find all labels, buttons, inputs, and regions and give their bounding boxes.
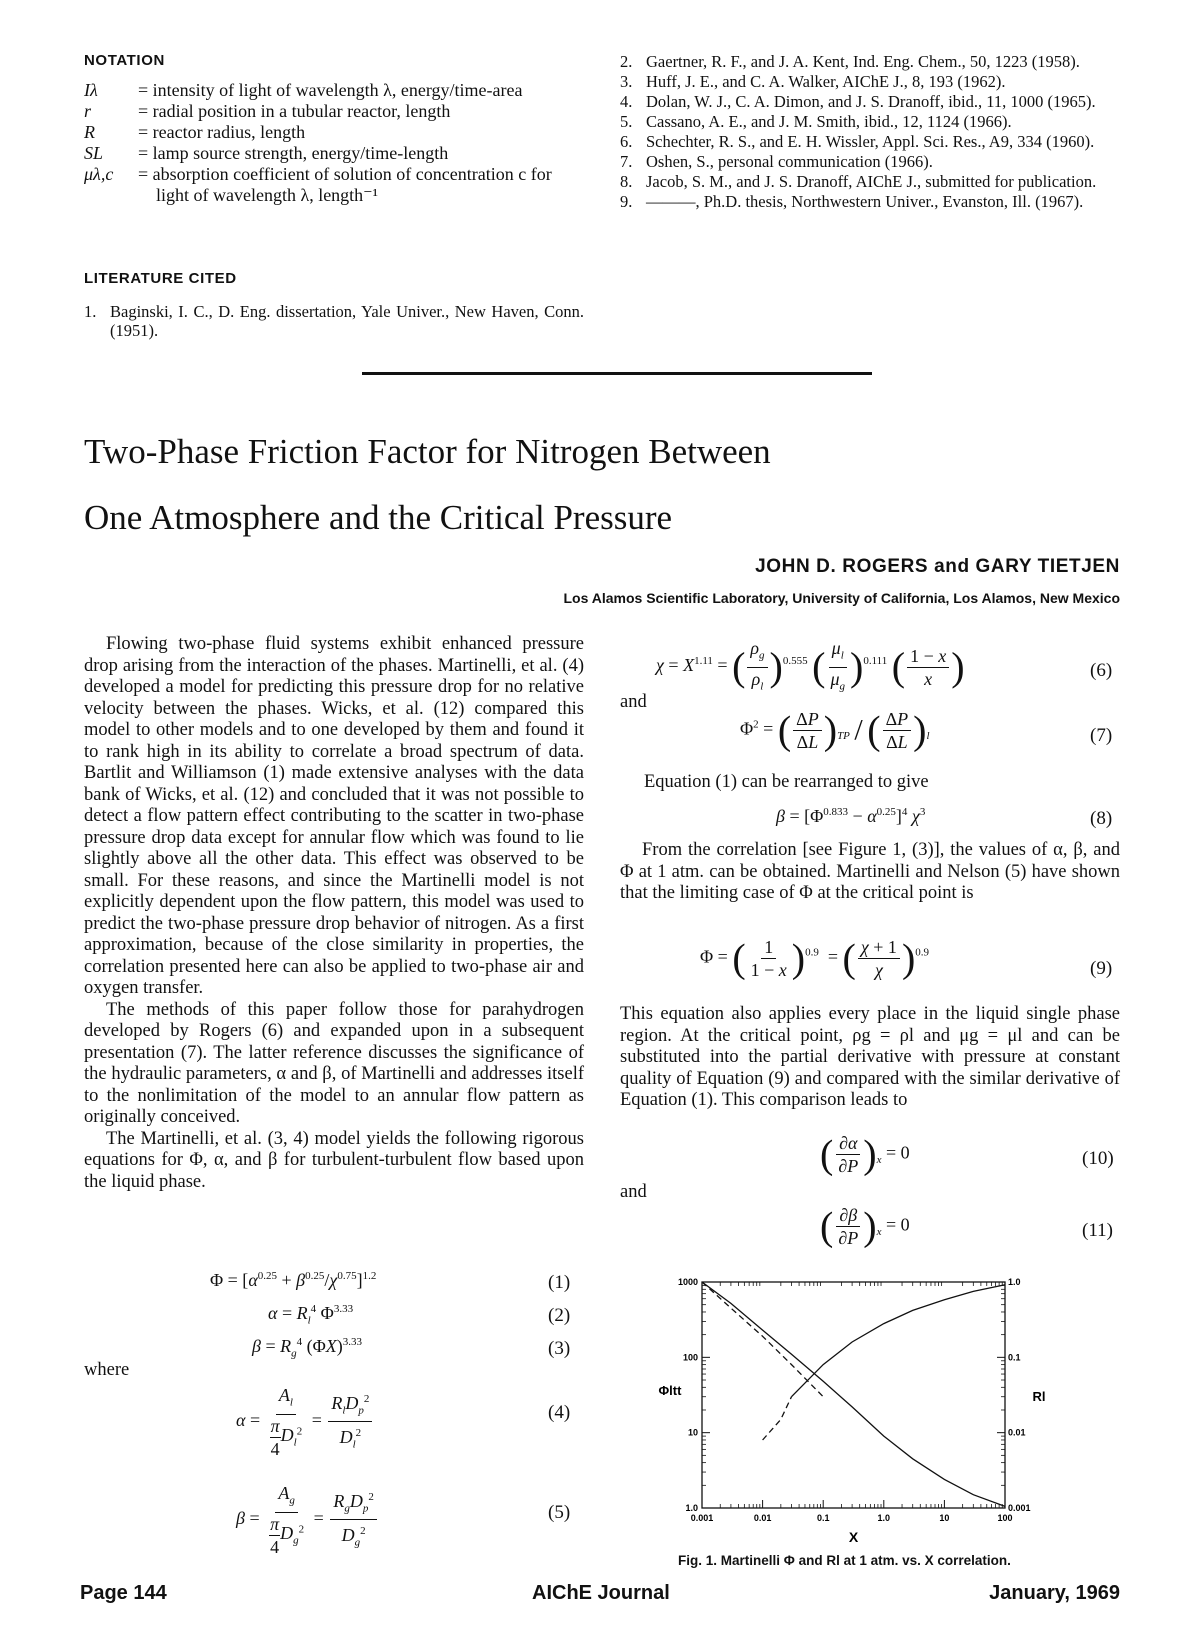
reference-item: 6. Schechter, R. S., and E. H. Wissler, Appl. Sci. Res., A9, 334 (1960). [620, 132, 1095, 151]
and-label: and [620, 1182, 647, 1202]
equation-number: (2) [548, 1305, 571, 1326]
equation-11: ( $\frac{\partial\beta}{\partial P}$ )$_x = 0$ [820, 1203, 910, 1249]
y-left-tick-label: 1000 [677, 1277, 698, 1287]
equation-10: ( $\frac{\partial\alpha}{\partial P}$ )$_x = 0$ [820, 1131, 910, 1177]
plot-frame [702, 1282, 1005, 1508]
x-axis-label: X [848, 1529, 859, 1545]
and-label: and [620, 692, 647, 712]
reference-item: 2. Gaertner, R. F., and J. A. Kent, Ind. Eng. Chem., 50, 1223 (1958). [620, 52, 1080, 71]
issue-date: January, 1969 [989, 1582, 1120, 1604]
equation-7: $\Phi^2$ = ( $\frac{\Delta P}{\Delta L}$ )$_{TP}$ / ( $\frac{\Delta P}{\Delta L}$ )$_l$ [740, 707, 930, 753]
equation-4: α = $A_l$ $\frac{\pi}{4}$ $D_l^2$ = $\frac{R_lD_p^2}{D_l^2}$ [236, 1384, 374, 1460]
series-line-2 [702, 1282, 823, 1397]
x-tick-label: 1.0 [877, 1513, 891, 1523]
notation-item: R = reactor radius, length [84, 122, 306, 142]
reference-item: 5. Cassano, A. E., and J. M. Smith, ibid., 12, 1124 (1966). [620, 112, 1012, 131]
equation-number: (4) [548, 1402, 571, 1423]
y-right-tick-label: 0.1 [1008, 1352, 1021, 1363]
y-right-tick-label: 0.01 [1008, 1427, 1026, 1438]
article-title-line2: One Atmosphere and the Critical Pressure [84, 498, 673, 537]
paragraph: Flowing two-phase fluid systems exhibit enhanced pressure drop arising from the interaction of the phases. Martinelli, et al. (4) developed a model for predicting this pressure drop for no relative velocity between the phases. Wicks, et al. (12) compared this model to other models and to one developed by them and found it to rank high in its ability to correlate a broad spectrum of data. Bartlit and Williamson (1) made extensive analyses with the data bank of Wicks, et al. (12) and concluded that it was not possible to detect a flow pattern effect contributing to the scatter in two-phase pressure drop data except for annular flow which was found to lie slightly above all the other data. This effect was observed to be small. For these reasons, and since the Martinelli model is not explicitly dependent upon the flow pattern, this model was used to predict the two-phase pressure drop behavior of nitrogen. As a first approximation, because of the close similarity in properties, the correlation presented here can also be applied to two-phase air and oxygen transfer. [84, 634, 584, 998]
notation-item: Iλ = intensity of light of wavelength λ, energy/time-area [84, 80, 523, 100]
reference-item: 4. Dolan, W. J., C. A. Dimon, and J. S. Dranoff, ibid., 11, 1000 (1965). [620, 92, 1096, 111]
section-divider [362, 372, 872, 375]
where-label: where [84, 1360, 130, 1380]
equation-number: (1) [548, 1272, 571, 1293]
equation-3: $\beta = R_g^4$ $(\Phi X)^{3.33}$ [252, 1336, 363, 1360]
reference-item: 7. Oshen, S., personal communication (1966). [620, 152, 933, 171]
x-tick-label: 0.1 [816, 1513, 830, 1523]
equation-1: $\Phi = [\alpha^{0.25} + \beta^{0.25}/\chi^{0.75}]^{1.2}$ [210, 1270, 377, 1290]
reference-item: 8. Jacob, S. M., and J. S. Dranoff, AIChE J., submitted for publication. [620, 172, 1097, 191]
series-line-1 [792, 1285, 1006, 1397]
paragraph: The Martinelli, et al. (3, 4) model yields the following rigorous equations for Φ, α, and β for turbulent-turbulent flow based upon the liquid phase. [84, 1128, 584, 1192]
article-title-line1: Two-Phase Friction Factor for Nitrogen Between [84, 432, 771, 471]
y-left-tick-label: 100 [682, 1352, 698, 1363]
page-number: Page 144 [80, 1582, 167, 1604]
paragraph: This equation also applies every place in the liquid single phase region. At the critical point, ρg = ρl and μg = μl and can be substituted into the partial derivative with pressure at constant quality of Equation (9) and compared with the similar derivative of Equation (1). This comparison leads to [620, 1004, 1120, 1110]
x-tick-label: 10 [939, 1513, 950, 1523]
y-right-tick-label: 1.0 [1008, 1277, 1021, 1287]
series-line-3 [763, 1397, 792, 1440]
left-column-text [84, 634, 584, 1193]
journal-name: AIChE Journal [532, 1582, 670, 1604]
y-left-tick-label: 1.0 [685, 1503, 698, 1513]
literature-heading: LITERATURE CITED [84, 270, 237, 287]
y-right-axis-label: Rl [1032, 1389, 1046, 1404]
equation-9: Φ = ( $\frac{1}{1 - x}$ )$^{0.9}$ = ( $\frac{\chi + 1}{\chi}$ )$^{0.9}$ [700, 935, 930, 981]
equation-number: (11) [1082, 1220, 1113, 1241]
equation-number: (8) [1090, 808, 1113, 829]
reference-item: 3. Huff, J. E., and C. A. Walker, AIChE J., 8, 193 (1962). [620, 72, 1006, 91]
y-right-tick-label: 0.001 [1008, 1503, 1031, 1513]
equation-number: (10) [1082, 1148, 1114, 1169]
reference-list [620, 52, 1120, 212]
y-left-axis-label: Φltt [658, 1383, 682, 1398]
equation-8: $\beta = [\Phi^{0.833} - \alpha^{0.25}]^4$ $\chi^3$ [776, 806, 926, 826]
reference-item: 1. Baginski, I. C., D. Eng. dissertation, Yale Univer., New Haven, Conn. (1951). [84, 302, 584, 340]
eq8-intro: Equation (1) can be rearranged to give [644, 772, 929, 792]
y-left-tick-label: 10 [687, 1427, 698, 1438]
notation-heading: NOTATION [84, 52, 165, 69]
figure-caption: Fig. 1. Martinelli Φ and Rl at 1 atm. vs. X correlation. [678, 1553, 1011, 1568]
notation-item: μλ,c = absorption coefficient of solution of concentration c for light of wavelength λ, length⁻¹ [84, 164, 552, 205]
equation-5: β = $A_g$ $\frac{\pi}{4}$ $D_g^2$ = $\frac{R_gD_p^2}{D_g^2}$ [236, 1482, 379, 1558]
paragraph: The methods of this paper follow those for parahydrogen developed by Rogers (6) and expanded upon in a subsequent presentation (7). The latter reference discusses the significance of the hydraulic parameters, α and β, of Martinelli and addresses itself to the nonlimitation of the model to an annular flow pattern as originally conceived. [84, 999, 584, 1127]
reference-item: 9. ———, Ph.D. thesis, Northwestern Univer., Evanston, Ill. (1967). [620, 192, 1084, 211]
x-tick-label: 100 [997, 1513, 1013, 1523]
notation-list [84, 80, 574, 206]
figure-1-chart [640, 1268, 1080, 1558]
equation-number: (7) [1090, 725, 1113, 746]
series-line-0 [702, 1282, 1005, 1506]
affiliation: Los Alamos Scientific Laboratory, University of California, Los Alamos, New Mexico [563, 590, 1120, 606]
equation-number: (3) [548, 1338, 571, 1359]
x-tick-label: 0.001 [690, 1513, 714, 1523]
x-tick-label: 0.01 [753, 1513, 772, 1523]
equation-2: $\alpha = R_l^4$ $\Phi^{3.33}$ [268, 1303, 354, 1327]
authors: JOHN D. ROGERS and GARY TIETJEN [755, 556, 1120, 577]
notation-item: r = radial position in a tubular reactor, length [84, 101, 451, 121]
notation-item: SL = lamp source strength, energy/time-length [84, 143, 449, 163]
paragraph: From the correlation [see Figure 1, (3)], the values of α, β, and Φ at 1 atm. can be obtained. Martinelli and Nelson (5) have shown that the limiting case of Φ at the critical point is [620, 840, 1120, 903]
equation-number: (5) [548, 1502, 571, 1523]
equation-number: (6) [1090, 660, 1113, 681]
equation-number: (9) [1090, 958, 1113, 979]
equation-6: $\chi = X^{1.11}$ = ( $\frac{\rho_g}{\rho_l}$ )$^{0.555}$ ( $\frac{\mu_l}{\mu_g}$ )$^{0.111}$ ( $\frac{1 - x}{x}$ ) [656, 638, 965, 693]
